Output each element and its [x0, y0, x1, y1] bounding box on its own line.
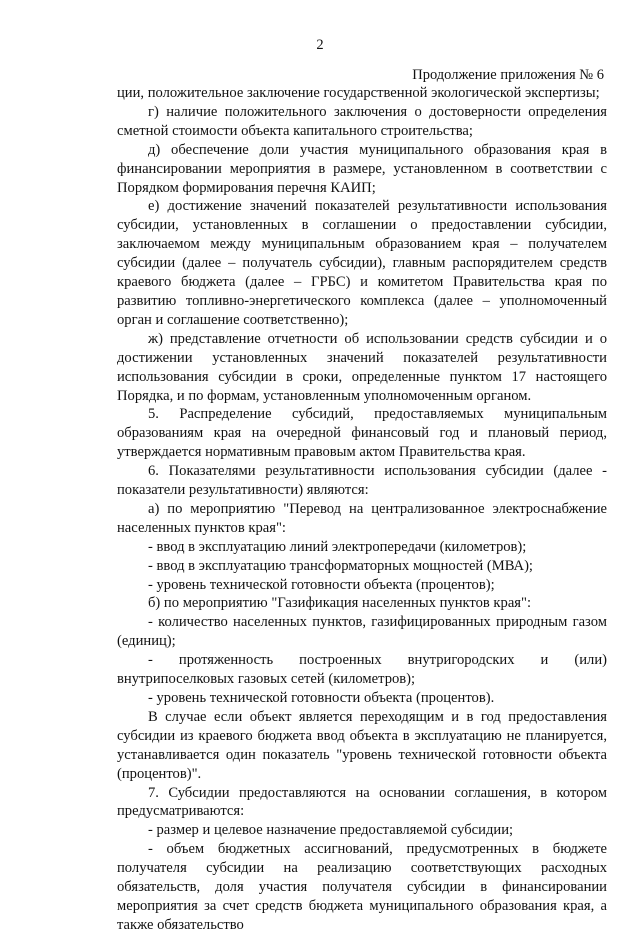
list-item: - размер и целевое назначение предоставляемой субсидии;	[148, 822, 514, 839]
list-item: - ввод в эксплуатацию трансформаторных мощностей (МВА);	[148, 557, 533, 574]
paragraph-6b: б) по мероприятию "Газификация населенных пунктов края":	[148, 595, 532, 612]
paragraph-6a: а) по мероприятию "Перевод на централизованное электроснабжение населенных пунктов края":	[117, 500, 607, 536]
list-item: - ввод в эксплуатацию линий электропередачи (километров);	[148, 538, 527, 555]
paragraph-transitional-object: В случае если объект является переходящим и в год предоставления субсидии из краевого бюджета ввод объекта в эксплуатацию не планируется, устанавливается один показатель "уровень технической готовности объекта (процентов)".	[117, 708, 607, 782]
paragraph-zh: ж) представление отчетности об использовании средств субсидии и о достижении установленных значений показателей результативности использования субсидии в сроки, определенные пунктом 17 настоящего Порядка, и по формам, установленным уполномоченным органом.	[117, 330, 607, 404]
page-number: 2	[316, 37, 324, 53]
paragraph-g: г) наличие положительного заключения о достоверности определения сметной стоимости объекта капитального строительства;	[117, 103, 607, 139]
list-item: - протяженность построенных внутригородских и (или) внутрипоселковых газовых сетей (километров);	[117, 652, 607, 688]
paragraph-d: д) обеспечение доли участия муниципального образования края в финансировании мероприятия в размере, установленном в соответствии с Порядком формирования перечня КАИП;	[117, 141, 607, 196]
list-item: - объем бюджетных ассигнований, предусмотренных в бюджете получателя субсидии на реализацию соответствующих расходных обязательств, доля участия получателя субсидии в финансировании мероприятия за счет средств бюджета муниципального образования края, а также обязательство	[117, 841, 607, 933]
paragraph-7: 7. Субсидии предоставляются на основании соглашения, в котором предусматриваются:	[117, 784, 607, 820]
appendix-continuation-label: Продолжение приложения № 6	[412, 67, 604, 83]
paragraph-6: 6. Показателями результативности использования субсидии (далее - показатели результативности) являются:	[117, 463, 607, 499]
list-item: - уровень технической готовности объекта (процентов).	[148, 690, 495, 706]
paragraph-5: 5. Распределение субсидий, предоставляемых муниципальным образованиям края на очередной финансовый год и плановый период, утверждается нормативным правовым актом Правительства края.	[117, 406, 607, 461]
paragraph-continuation: ции, положительное заключение государственной экологической экспертизы;	[117, 85, 600, 101]
paragraph-e: е) достижение значений показателей результативности использования субсидии, установленных в соглашении о предоставлении субсидии, заключаемом между муниципальным образованием края – получателем субсидии (далее – получатель субсидии), главным распорядителем средств краевого бюджета (далее – ГРБС) и комитетом Правительства края по развитию топливно-энергетического комплекса (далее – уполномоченный орган и соглашение соответственно);	[117, 198, 607, 328]
list-item: - количество населенных пунктов, газифицированных природным газом (единиц);	[117, 614, 607, 650]
document-body	[117, 84, 607, 935]
list-item: - уровень технической готовности объекта (процентов);	[148, 576, 495, 593]
